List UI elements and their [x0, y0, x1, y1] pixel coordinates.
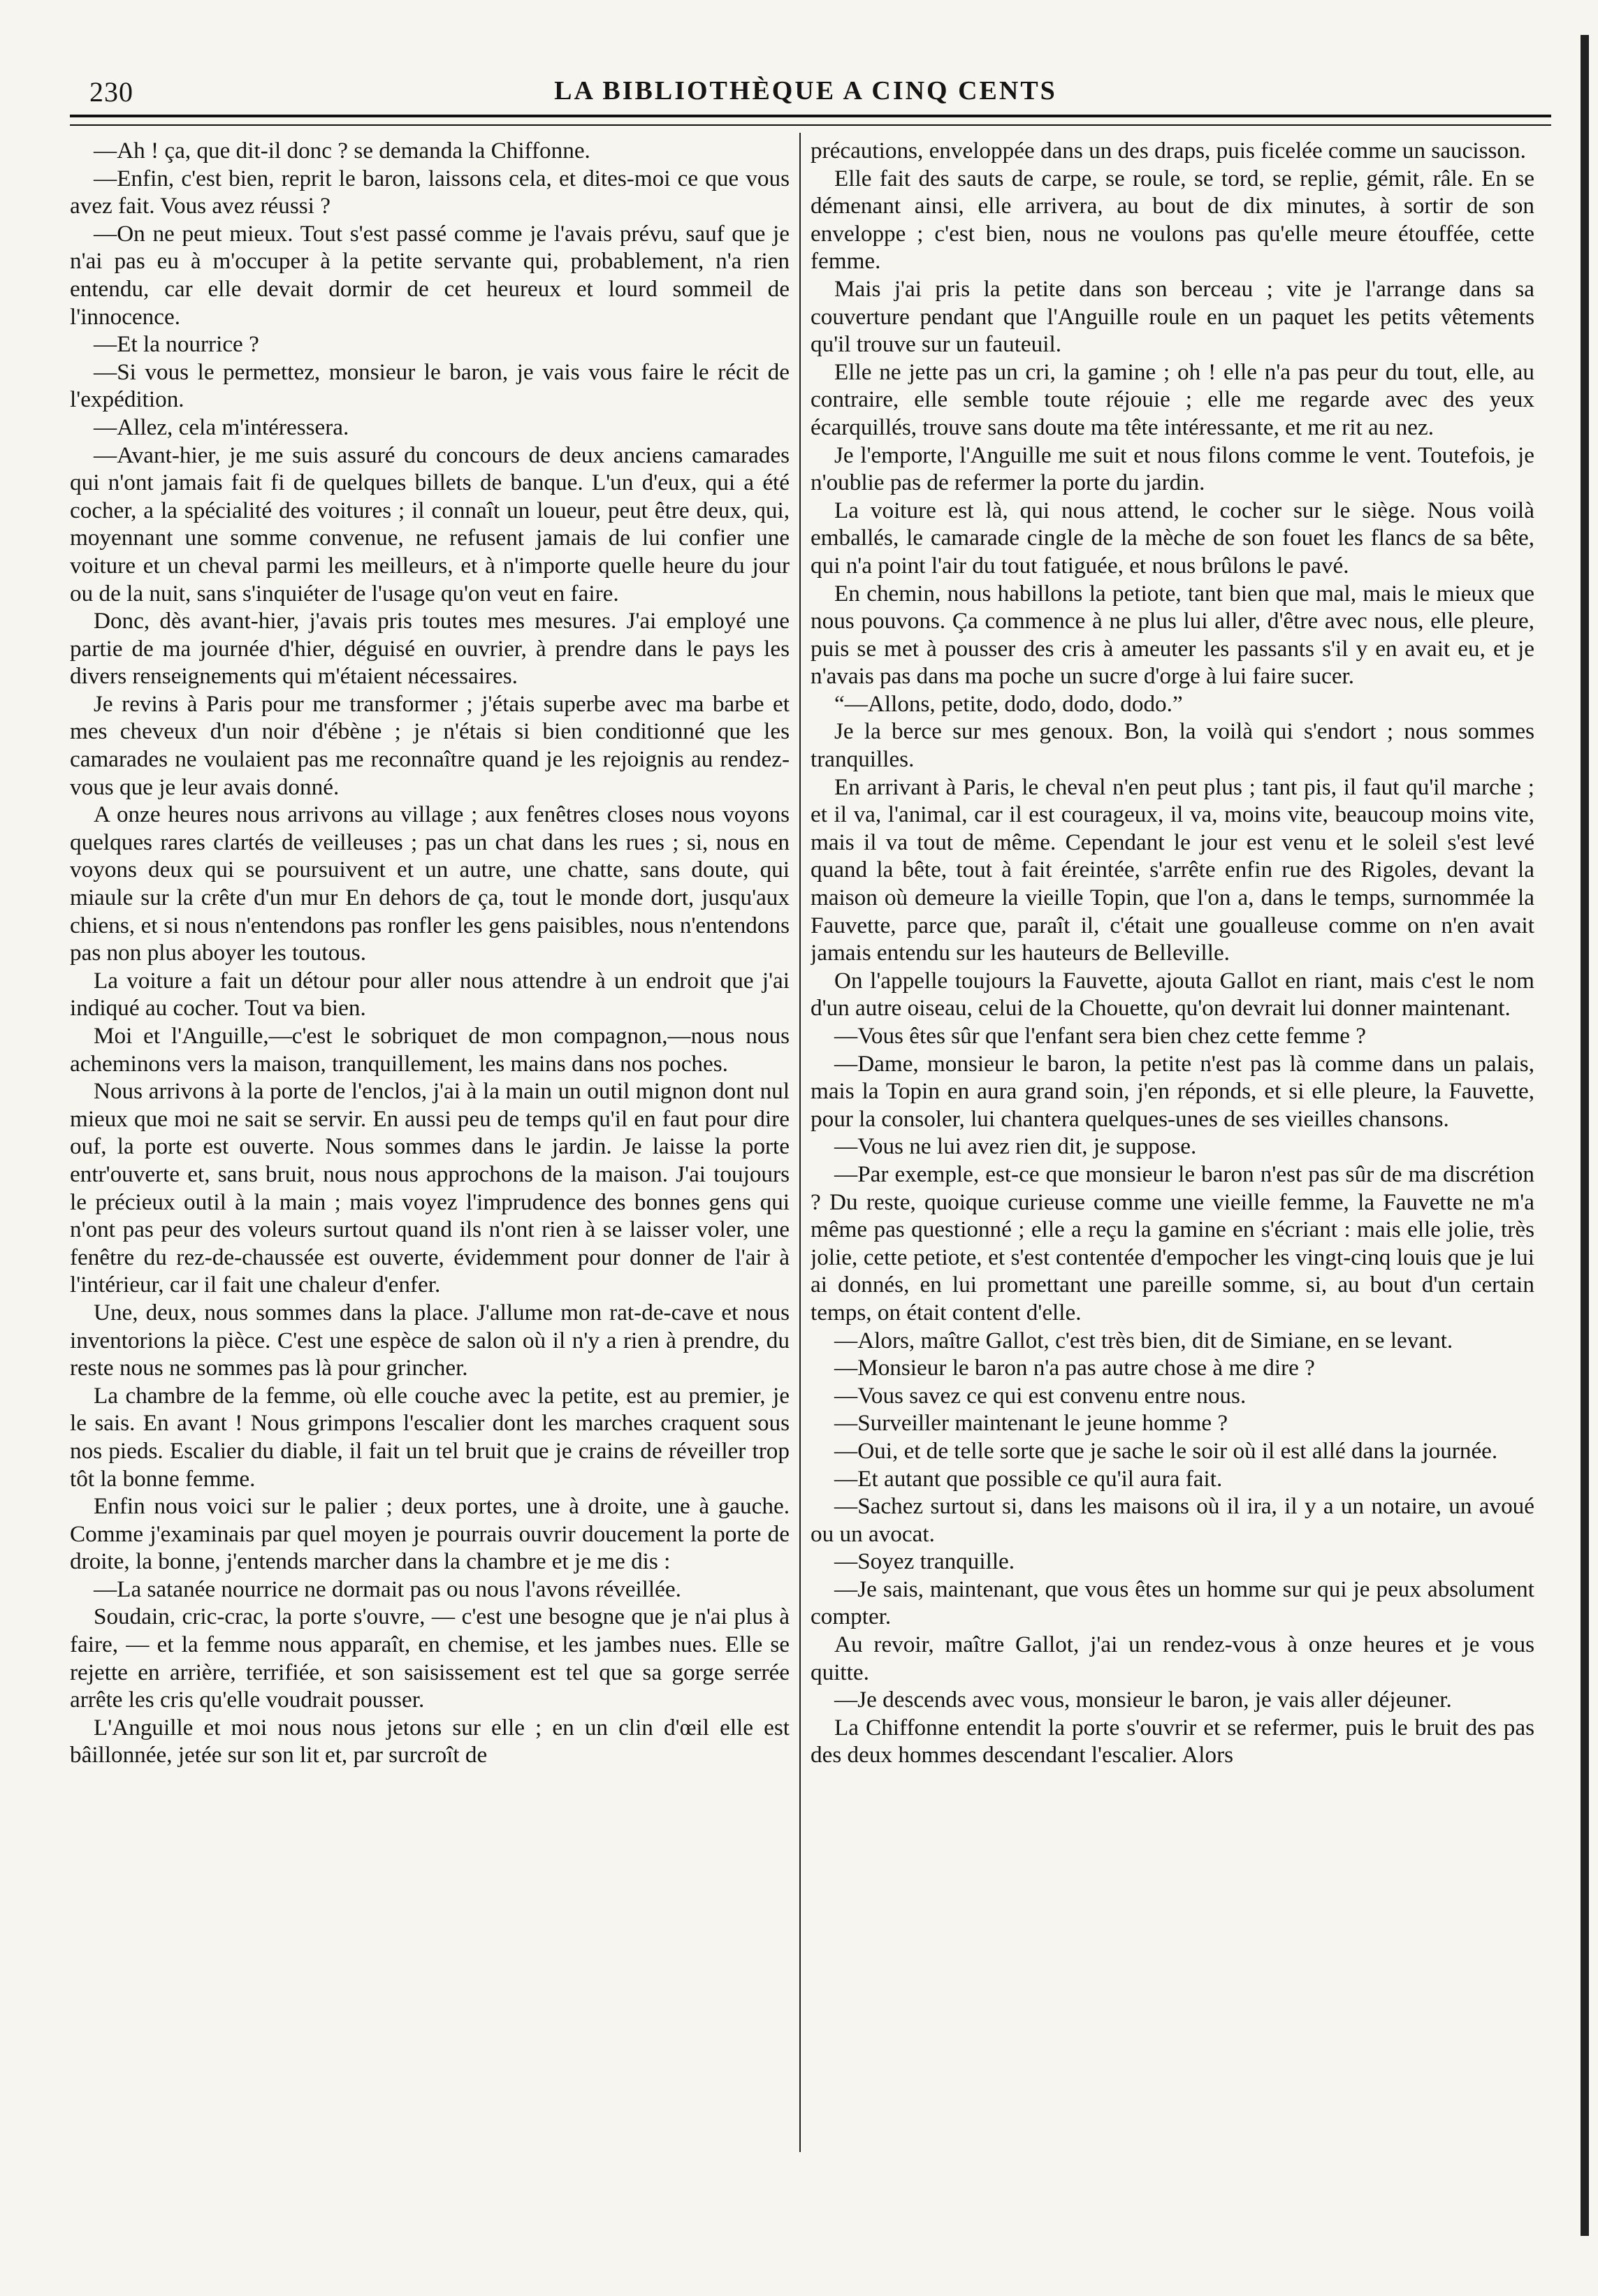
running-title: LA BIBLIOTHÈQUE A CINQ CENTS [554, 76, 1057, 106]
paragraph: Elle ne jette pas un cri, la gamine ; oh ! elle n'a pas peur du tout, elle, au contraire, elle semble toute réjouie ; elle me regarde avec des yeux écarquillés, trouve sans doute ma tête intéressante, et me rit au nez. [811, 358, 1534, 440]
paragraph: Une, deux, nous sommes dans la place. J'allume mon rat-de-cave et nous inventorions la pièce. C'est une espèce de salon où il n'y a rien à prendre, du reste nous ne sommes pas là pour grincher. [70, 1299, 790, 1381]
header-rule [70, 115, 1551, 117]
paragraph: “—Allons, petite, dodo, dodo, dodo.” [834, 690, 1183, 717]
paragraph: Au revoir, maître Gallot, j'ai un rendez-vous à onze heures et je vous quitte. [811, 1632, 1534, 1685]
paragraph: —Vous ne lui avez rien dit, je suppose. [834, 1133, 1197, 1160]
paragraph: A onze heures nous arrivons au village ; aux fenêtres closes nous voyons quelques rares clartés de veilleuses ; pas un chat dans les rues ; si, nous en voyons deux qui se poursuivent et un autre, une chatte, sans doute, qui miaule sur la crête d'un mur En dehors de ça, tout le monde dort, jusqu'aux chiens, et si nous n'entendons pas ronfler les gens paisibles, nous n'entendons pas non plus aboyer les toutous. [70, 801, 790, 966]
paragraph: En arrivant à Paris, le cheval n'en peut plus ; tant pis, il faut qu'il marche ; et il va, l'animal, car il est courageux, il va, moins vite, beaucoup moins vite, mais il va tout de même. Cependant le jour est venu et le soleil s'est levé quand la bête, tout à fait éreintée, s'arrête enfin rue des Rigoles, devant la maison où demeure la vieille Topin, que l'on a, dans le temps, surnommée la Fauvette, parce que, paraît il, c'était une goualleuse comme on n'en avait jamais entendu sur les hauteurs de Belleville. [811, 773, 1534, 966]
paragraph: Elle fait des sauts de carpe, se roule, se tord, se replie, gémit, râle. En se démenant ainsi, elle arrivera, au bout de dix minutes, à sortir de son enveloppe ; c'est bien, nous ne voulons pas qu'elle meure étouffée, cette femme. [811, 165, 1534, 275]
paragraph: Donc, dès avant-hier, j'avais pris toutes mes mesures. J'ai employé une partie de ma journée d'hier, déguisé en ouvrier, à prendre dans le pays les divers renseignements qui m'étaient nécessaires. [70, 608, 790, 690]
paragraph: précautions, enveloppée dans un des draps, puis ficelée comme un saucisson. [811, 138, 1526, 164]
left-column [70, 137, 790, 2149]
page-number: 230 [89, 76, 133, 108]
column-divider [799, 133, 801, 2152]
paragraph: L'Anguille et moi nous nous jetons sur elle ; en un clin d'œil elle est bâillonnée, jetée sur son lit et, par surcroît de [70, 1714, 790, 1768]
paragraph: —Alors, maître Gallot, c'est très bien, dit de Simiane, en se levant. [834, 1327, 1453, 1353]
paragraph: —La satanée nourrice ne dormait pas ou nous l'avons réveillée. [94, 1576, 681, 1602]
right-column [811, 137, 1534, 2149]
paragraph: On l'appelle toujours la Fauvette, ajouta Gallot en riant, mais c'est le nom d'un autre oiseau, celui de la Chouette, qu'on devrait lui donner maintenant. [811, 967, 1534, 1022]
paragraph: Je revins à Paris pour me transformer ; j'étais superbe avec ma barbe et mes cheveux d'un noir d'ébène ; je n'étais si bien conditionné que les camarades ne voulaient pas me reconnaître quand je les rejoignis au rendez-vous que je leur avais donné. [70, 690, 790, 800]
paragraph: —Sachez surtout si, dans les maisons où il ira, il y a un notaire, un avoué ou un avocat. [811, 1493, 1534, 1547]
paragraph: La voiture a fait un détour pour aller nous attendre à un endroit que j'ai indiqué au cocher. Tout va bien. [70, 967, 790, 1022]
paragraph: La chambre de la femme, où elle couche avec la petite, est au premier, je le sais. En avant ! Nous grimpons l'escalier dont les marches craquent sous nos pieds. Escalier du diable, il fait un tel bruit que je crains de réveiller trop tôt la bonne femme. [70, 1382, 790, 1492]
paragraph: —Vous êtes sûr que l'enfant sera bien chez cette femme ? [834, 1023, 1366, 1049]
paragraph: —Vous savez ce qui est convenu entre nous. [834, 1382, 1247, 1409]
paragraph: —On ne peut mieux. Tout s'est passé comme je l'avais prévu, sauf que je n'ai pas eu à m'occuper à la petite servante qui, probablement, n'a rien entendu, car elle devait dormir de cet heureux et lourd sommeil de l'innocence. [70, 220, 790, 330]
paragraph: —Je sais, maintenant, que vous êtes un homme sur qui je peux absolument compter. [811, 1576, 1534, 1630]
paragraph: —Si vous le permettez, monsieur le baron, je vais vous faire le récit de l'expédition. [70, 358, 790, 413]
paragraph: —Soyez tranquille. [834, 1548, 1015, 1575]
paragraph: En chemin, nous habillons la petiote, tant bien que mal, mais le mieux que nous pouvons. Ça commence à ne plus lui aller, d'être avec nous, elle pleure, puis se met à pousser des cris à ameuter les passants s'il y en avait eu, et je n'avais pas dans ma poche un sucre d'orge à lui faire sucer. [811, 580, 1534, 690]
paragraph: Soudain, cric-crac, la porte s'ouvre, — c'est une besogne que je n'ai plus à faire, — et la femme nous apparaît, en chemise, et les jambes nues. Elle se rejette en arrière, terrifiée, et son saisissement est tel que sa gorge serrée arrête les cris qu'elle voudrait pousser. [70, 1604, 790, 1713]
paragraph: La Chiffonne entendit la porte s'ouvrir et se refermer, puis le bruit des pas des deux hommes descendant l'escalier. Alors [811, 1714, 1534, 1768]
paragraph: —Je descends avec vous, monsieur le baron, je vais aller déjeuner. [834, 1687, 1452, 1713]
paragraph: —Surveiller maintenant le jeune homme ? [834, 1410, 1228, 1437]
paragraph: —Ah ! ça, que dit-il donc ? se demanda la Chiffonne. [94, 138, 590, 164]
paragraph: Enfin nous voici sur le palier ; deux portes, une à droite, une à gauche. Comme j'examinais par quel moyen je pourrais ouvrir doucement la porte de droite, la bonne, j'entends marcher dans la chambre et je me dis : [70, 1493, 790, 1575]
paragraph: —Dame, monsieur le baron, la petite n'est pas là comme dans un palais, mais la Topin en aura grand soin, j'en réponds, et si elle pleure, la Fauvette, pour la consoler, lui chantera quelques-unes de ses vieilles chansons. [811, 1050, 1534, 1132]
paragraph: —Monsieur le baron n'a pas autre chose à me dire ? [834, 1355, 1315, 1381]
paragraph: Je la berce sur mes genoux. Bon, la voilà qui s'endort ; nous sommes tranquilles. [811, 718, 1534, 773]
paragraph: Mais j'ai pris la petite dans son berceau ; vite je l'arrange dans sa couverture pendant que l'Anguille roule en un paquet les petits vêtements qu'il trouve sur un fauteuil. [811, 275, 1534, 358]
paragraph: Moi et l'Anguille,—c'est le sobriquet de mon compagnon,—nous nous acheminons vers la maison, tranquillement, les mains dans nos poches. [70, 1023, 790, 1077]
paragraph: —Et autant que possible ce qu'il aura fait. [834, 1465, 1223, 1492]
header-rule-thin [70, 124, 1551, 126]
page-edge-shadow [1581, 35, 1589, 2236]
paragraph: —Allez, cela m'intéressera. [94, 414, 349, 440]
paragraph: —Oui, et de telle sorte que je sache le soir où il est allé dans la journée. [834, 1437, 1498, 1464]
paragraph: —Par exemple, est-ce que monsieur le baron n'est pas sûr de ma discrétion ? Du reste, quoique curieuse comme une vieille femme, la Fauvette ne m'a même pas questionné ; elle a reçu la gamine en s'écriant : mais elle jolie, très jolie, cette petiote, et s'est contentée d'empocher les vingt-cinq louis que je lui ai donnés, en lui promettant une pareille somme, si, au bout d'un certain temps, on était content d'elle. [811, 1161, 1534, 1325]
page-header [89, 75, 1522, 110]
paragraph: La voiture est là, qui nous attend, le cocher sur le siège. Nous voilà emballés, le camarade cingle de la mèche de son fouet les flancs de sa bête, qui n'a point l'air du tout fatiguée, et nous brûlons le pavé. [811, 497, 1534, 579]
paragraph: Nous arrivons à la porte de l'enclos, j'ai à la main un outil mignon dont nul mieux que moi ne sait se servir. En aussi peu de temps qu'il en faut pour dire ouf, la porte est ouverte. Nous sommes dans le jardin. Je laisse la porte entr'ouverte et, sans bruit, nous nous approchons de la maison. J'ai toujours le précieux outil à la main ; mais voyez l'imprudence des bonnes gens qui n'ont pas peur des voleurs surtout quand ils n'ont rien à se laisser voler, une fenêtre du rez-de-chaussée est ouverte, évidemment pour donner de l'air à l'intérieur, car il fait une chaleur d'enfer. [70, 1078, 790, 1298]
paragraph: —Enfin, c'est bien, reprit le baron, laissons cela, et dites-moi ce que vous avez fait. Vous avez réussi ? [70, 165, 790, 219]
paragraph: Je l'emporte, l'Anguille me suit et nous filons comme le vent. Toutefois, je n'oublie pas de refermer la porte du jardin. [811, 442, 1534, 496]
paragraph: —Et la nourrice ? [94, 331, 259, 358]
paragraph: —Avant-hier, je me suis assuré du concours de deux anciens camarades qui n'ont jamais fait fi de quelques billets de banque. L'un d'eux, qui a été cocher, a la spécialité des voitures ; il connaît un loueur, peut être deux, qui, moyennant une somme convenue, ne refusent jamais de lui confier une voiture et un cheval parmi les meilleurs, et à n'importe quelle heure du jour ou de la nuit, sans s'inquiéter de l'usage qu'on veut en faire. [70, 442, 790, 606]
